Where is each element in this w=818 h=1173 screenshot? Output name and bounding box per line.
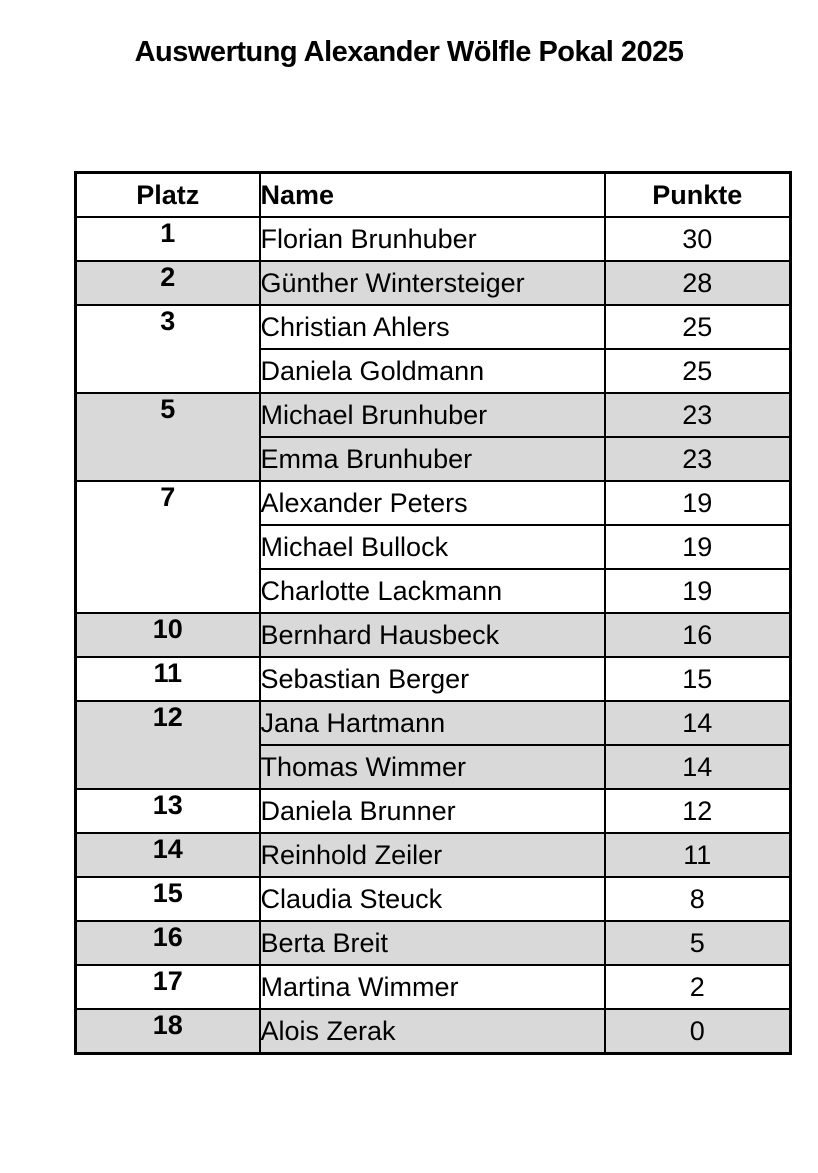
table-row [76, 657, 791, 701]
name-cell: Florian Brunhuber [260, 217, 605, 261]
table-row [76, 481, 791, 525]
table-row [76, 393, 791, 437]
table-row [76, 217, 791, 261]
points-cell: 8 [605, 877, 791, 921]
points-cell: 25 [605, 349, 791, 393]
header-row [76, 173, 791, 218]
name-cell: Emma Brunhuber [260, 437, 605, 481]
rank-cell: 1 [76, 217, 260, 261]
points-cell: 19 [605, 569, 791, 613]
points-cell: 16 [605, 613, 791, 657]
table-row [76, 1009, 791, 1054]
header-platz: Platz [76, 173, 260, 218]
table-row [76, 305, 791, 349]
rank-cell: 10 [76, 613, 260, 657]
table-row [76, 833, 791, 877]
table-row [76, 261, 791, 305]
header-name: Name [260, 173, 605, 218]
points-cell: 15 [605, 657, 791, 701]
points-cell: 2 [605, 965, 791, 1009]
page-title: Auswertung Alexander Wölfle Pokal 2025 [134, 36, 684, 68]
name-cell: Martina Wimmer [260, 965, 605, 1009]
name-cell: Alexander Peters [260, 481, 605, 525]
name-cell: Reinhold Zeiler [260, 833, 605, 877]
table-row [76, 965, 791, 1009]
name-cell: Berta Breit [260, 921, 605, 965]
name-cell: Daniela Goldmann [260, 349, 605, 393]
points-cell: 14 [605, 745, 791, 789]
rank-cell: 12 [76, 701, 260, 789]
name-cell: Alois Zerak [260, 1009, 605, 1054]
points-cell: 23 [605, 393, 791, 437]
name-cell: Michael Bullock [260, 525, 605, 569]
points-cell: 5 [605, 921, 791, 965]
points-cell: 12 [605, 789, 791, 833]
rank-cell: 18 [76, 1009, 260, 1054]
points-cell: 25 [605, 305, 791, 349]
table-row [76, 789, 791, 833]
points-cell: 14 [605, 701, 791, 745]
table-header [76, 173, 791, 218]
table-body [76, 217, 791, 1054]
header-punkte: Punkte [605, 173, 791, 218]
name-cell: Daniela Brunner [260, 789, 605, 833]
points-cell: 23 [605, 437, 791, 481]
name-cell: Claudia Steuck [260, 877, 605, 921]
name-cell: Thomas Wimmer [260, 745, 605, 789]
points-cell: 28 [605, 261, 791, 305]
rank-cell: 5 [76, 393, 260, 481]
rank-cell: 14 [76, 833, 260, 877]
name-cell: Christian Ahlers [260, 305, 605, 349]
name-cell: Jana Hartmann [260, 701, 605, 745]
rank-cell: 17 [76, 965, 260, 1009]
points-cell: 0 [605, 1009, 791, 1054]
table-row [76, 877, 791, 921]
rank-cell: 3 [76, 305, 260, 393]
table-row [76, 701, 791, 745]
rank-cell: 13 [76, 789, 260, 833]
rank-cell: 16 [76, 921, 260, 965]
points-cell: 11 [605, 833, 791, 877]
name-cell: Charlotte Lackmann [260, 569, 605, 613]
points-cell: 19 [605, 525, 791, 569]
points-cell: 19 [605, 481, 791, 525]
rank-cell: 7 [76, 481, 260, 613]
table-row [76, 613, 791, 657]
rank-cell: 15 [76, 877, 260, 921]
points-cell: 30 [605, 217, 791, 261]
rank-cell: 2 [76, 261, 260, 305]
name-cell: Bernhard Hausbeck [260, 613, 605, 657]
table-row [76, 921, 791, 965]
results-table [74, 171, 792, 1055]
name-cell: Sebastian Berger [260, 657, 605, 701]
name-cell: Günther Wintersteiger [260, 261, 605, 305]
name-cell: Michael Brunhuber [260, 393, 605, 437]
rank-cell: 11 [76, 657, 260, 701]
